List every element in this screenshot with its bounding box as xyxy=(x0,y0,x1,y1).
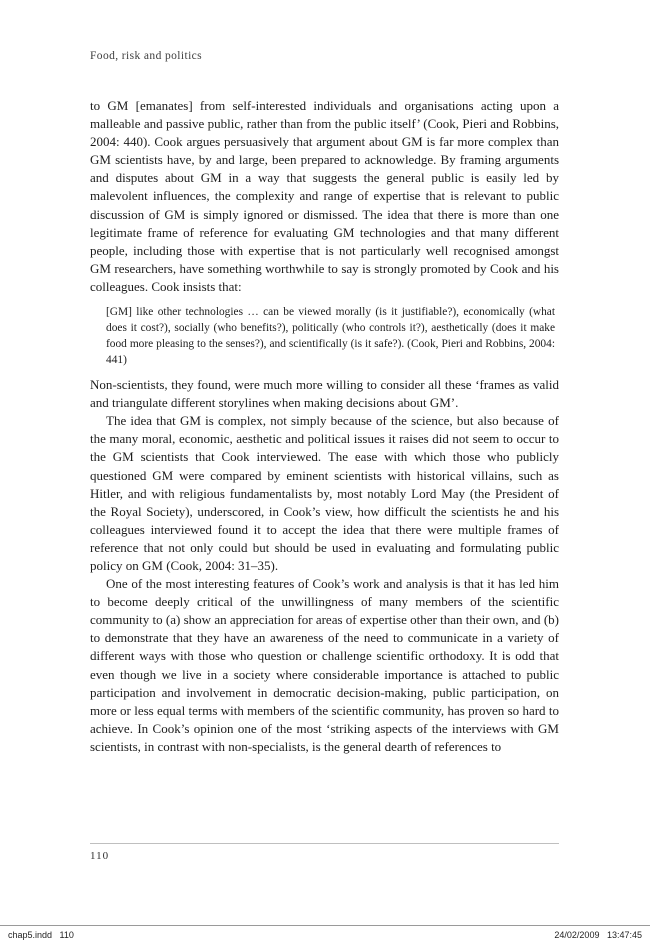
page-number: 110 xyxy=(90,850,110,862)
paragraph: Non-scientists, they found, were much more willing to consider all these ‘frames as valid and triangulate different storylines when making decisions about GM’. xyxy=(90,377,559,411)
running-head: Food, risk and politics xyxy=(90,50,203,62)
folio-rule xyxy=(90,843,559,844)
paragraph: to GM [emanates] from self-interested individuals and organisations acting upon a malleable and passive public, rather than from the public itself’ (Cook, Pieri and Robbins, 2004: 440). Cook argues persuasively that argument about GM is far more complex than GM scientists have, by and large, been prepared to acknowledge. By framing arguments and disputes about GM in a way that suggests the general public is easily led by malevolent influences, the complexity and range of expertise that is relevant to public discussion of GM is simply ignored or dismissed. The idea that there is more than one legitimate frame of reference for evaluating GM technologies and that many different people, including those with expertise that is not particularly well recognised amongst GM researchers, have something worthwhile to say is strongly promoted by Cook and his colleagues. Cook insists that: xyxy=(90,98,559,294)
paragraph: The idea that GM is complex, not simply because of the science, but also because of the many moral, economic, aesthetic and political issues it raises did not seem to occur to the GM scientists that Cook interviewed. The ease with which those who publicly questioned GM were compared by eminent scientists with historical villains, such as Hitler, and with religious fundamentalists by, most notably Lord May (the President of the Royal Society), underscored, in Cook’s view, how difficult the scientists he and his colleagues interviewed found it to accept the idea that there were multiple frames of reference that not only could but should be used in evaluating and formulating public policy on GM (Cook, 2004: 31–35). xyxy=(90,413,559,573)
paragraph: One of the most interesting features of Cook’s work and analysis is that it has led him to become deeply critical of the unwillingness of many members of the scientific community to (a) show an appreciation for areas of expertise other than their own, and (b) to demonstrate that they have an awareness of the need to communicate in a variety of different ways with those who question or challenge scientific orthodoxy. It is odd that even though we live in a society where considerable importance is attached to public participation and involvement in democratic decision-making, public participation, on more or less equal terms with members of the scientific community, has proven so hard to achieve. In Cook’s opinion one of the most ‘striking aspects of the interviews with GM scientists, in contrast with non-specialists, is the general dearth of references to xyxy=(90,576,559,754)
page-body xyxy=(90,97,559,756)
block-quote: [GM] like other technologies … can be viewed morally (is it justifiable?), economically (what does it cost?), socially (who benefits?), politically (who controls it?), aesthetically (does it make food more pleasing to the senses?), and scientifically (is it safe?). (Cook, Pieri and Robbins, 2004: 441) xyxy=(106,306,555,367)
proof-footer-rule xyxy=(0,925,650,926)
footer-timestamp: 24/02/2009 13:47:45 xyxy=(554,930,642,940)
footer-filename: chap5.indd 110 xyxy=(8,930,74,940)
